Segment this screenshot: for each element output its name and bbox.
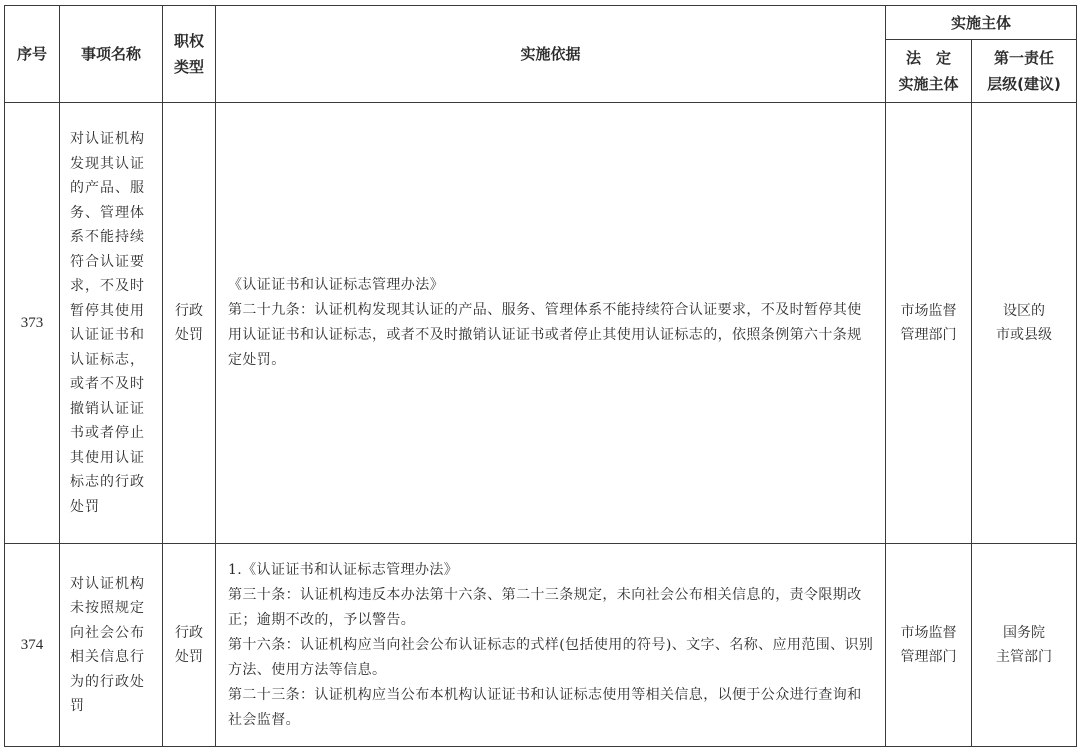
table-row	[5, 103, 1077, 544]
row-seq: 373	[5, 103, 60, 544]
basis-paragraph: 第十六条：认证机构应当向社会公布认证标志的式样(包括使用的符号)、文字、名称、应用范围、识别方法、使用方法等信息。	[228, 636, 874, 678]
row-legal-subject	[886, 103, 972, 544]
header-power-type	[163, 6, 216, 103]
row-first-level-line: 设区的	[1003, 302, 1045, 319]
row-legal-subject-line: 市场监督	[900, 624, 957, 641]
row-first-level-line: 国务院	[1003, 624, 1045, 641]
row-power-type	[163, 544, 216, 747]
row-power-type	[163, 103, 216, 544]
row-item-name: 对认证机构未按照规定向社会公布相关信息行为的行政处罚	[60, 544, 163, 747]
row-power-type-line: 处罚	[175, 649, 203, 665]
header-legal-subject-line: 实施主体	[898, 75, 959, 93]
basis-paragraph: 第二十三条：认证机构应当公布本机构认证证书和认证标志使用等相关信息，以便于公众进行查询和社会监督。	[228, 686, 862, 728]
row-power-type-line: 行政	[175, 624, 203, 641]
row-basis	[216, 103, 886, 544]
row-first-level-line: 市或县级	[996, 327, 1052, 343]
row-legal-subject-line: 市场监督	[900, 302, 957, 319]
row-first-level	[972, 544, 1077, 747]
row-basis	[216, 544, 886, 747]
enforcement-table	[4, 5, 1077, 747]
header-first-level-line: 第一责任	[994, 49, 1055, 67]
basis-paragraph: 1.《认证证书和认证标志管理办法》	[228, 561, 459, 578]
document-page	[4, 5, 1076, 747]
header-legal-subject-line: 法 定	[905, 49, 951, 67]
header-subject-group: 实施主体	[886, 6, 1077, 40]
header-power-type-line: 职权	[173, 32, 204, 50]
row-first-level	[972, 103, 1077, 544]
header-item-name: 事项名称	[60, 6, 163, 103]
row-power-type-line: 行政	[175, 302, 203, 319]
row-legal-subject	[886, 544, 972, 747]
basis-paragraph: 第二十九条：认证机构发现其认证的产品、服务、管理体系不能持续符合认证要求，不及时暂停其使用认证证书和认证标志，或者不及时撤销认证证书或者停止其使用认证标志的，依照条例第六十条规定处罚。	[228, 302, 862, 368]
basis-paragraph: 第三十条：认证机构违反本办法第十六条、第二十三条规定，未向社会公布相关信息的，责令限期改正；逾期不改的，予以警告。	[228, 586, 862, 628]
header-first-level	[972, 40, 1077, 103]
header-basis: 实施依据	[216, 6, 886, 103]
header-row-1	[5, 6, 1077, 40]
header-power-type-line: 类型	[173, 58, 204, 76]
row-item-name: 对认证机构发现其认证的产品、服务、管理体系不能持续符合认证要求，不及时暂停其使用认证证书和认证标志，或者不及时撤销认证证书或者停止其使用认证标志的行政处罚	[60, 103, 163, 544]
row-seq: 374	[5, 544, 60, 747]
basis-paragraph: 《认证证书和认证标志管理办法》	[228, 277, 444, 293]
row-legal-subject-line: 管理部门	[900, 327, 957, 343]
row-power-type-line: 处罚	[175, 327, 203, 343]
row-legal-subject-line: 管理部门	[900, 649, 957, 665]
row-first-level-line: 主管部门	[996, 649, 1052, 665]
header-first-level-line: 层级(建议)	[987, 75, 1061, 93]
table-row	[5, 544, 1077, 747]
header-legal-subject	[886, 40, 972, 103]
header-seq: 序号	[5, 6, 60, 103]
